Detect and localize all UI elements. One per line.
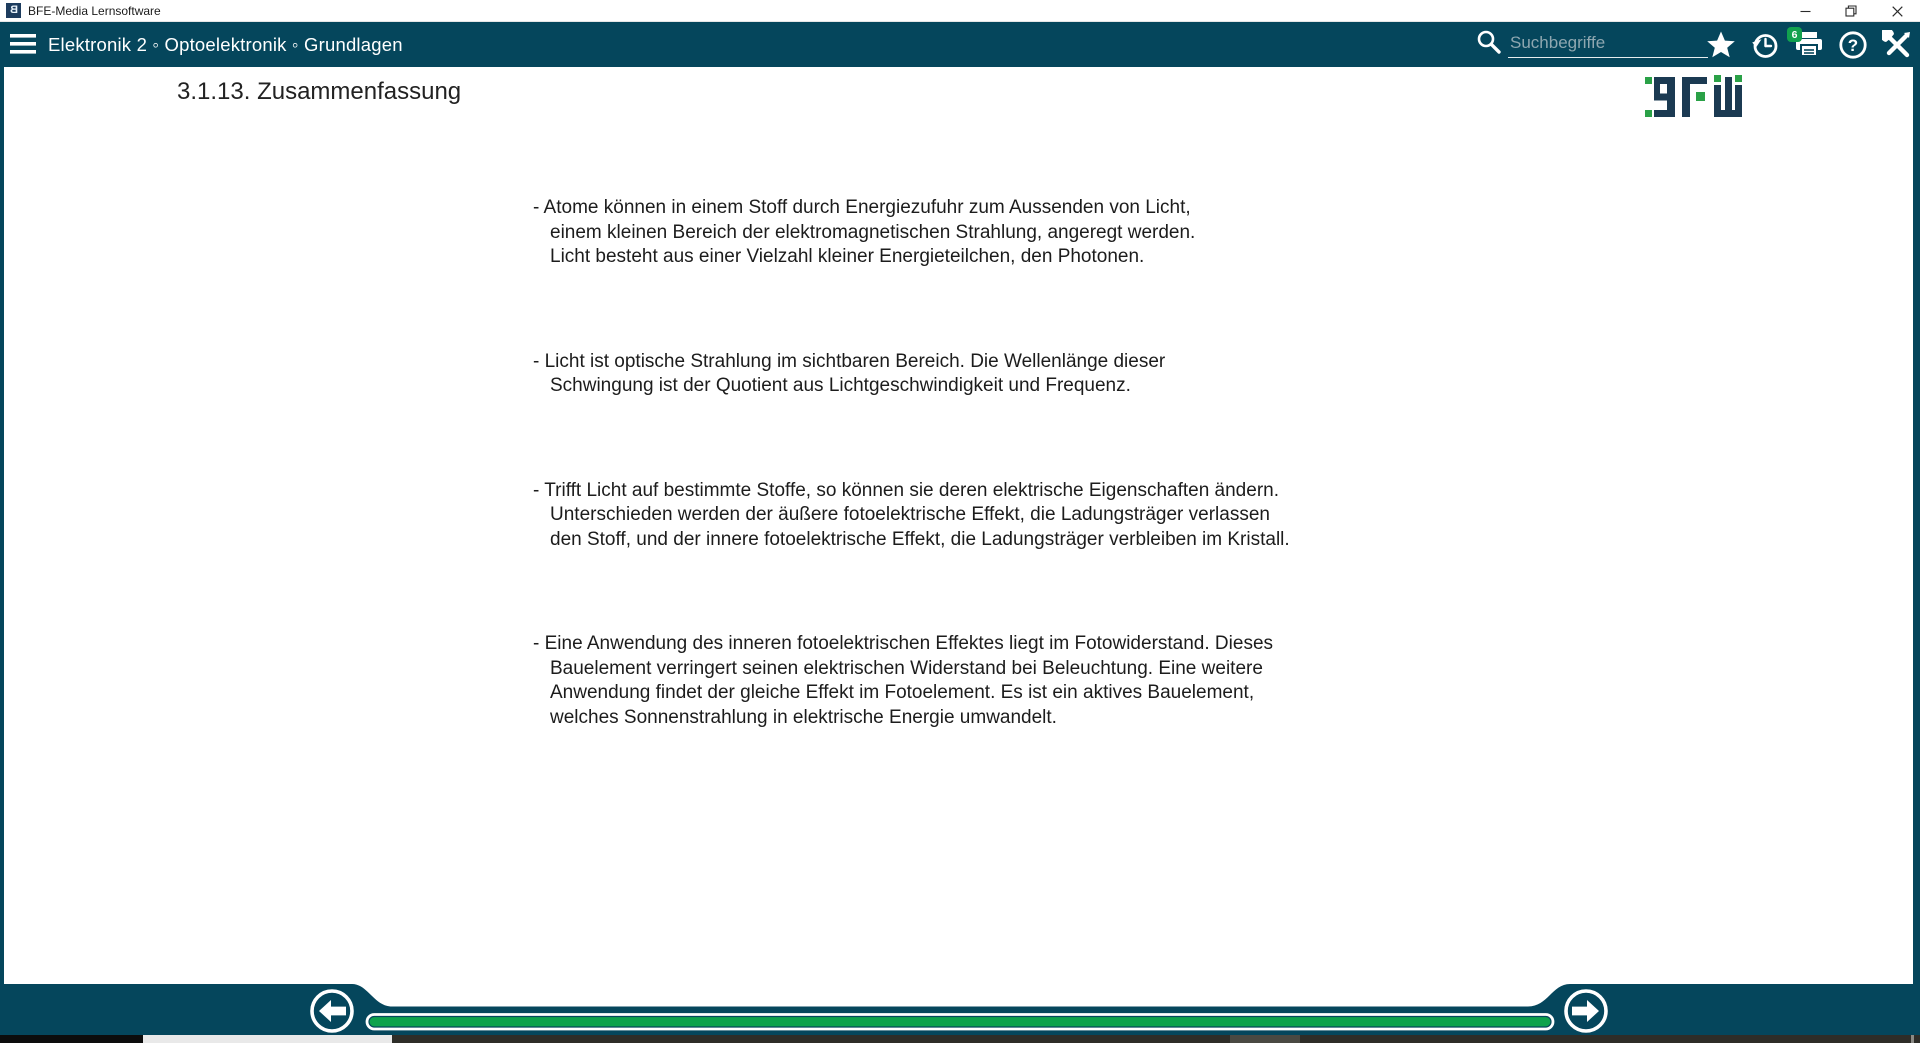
help-button[interactable] [1838, 22, 1868, 67]
summary-line: welches Sonnenstrahlung in elektrische Energie umwandelt. [550, 706, 1057, 728]
nav-bar [0, 22, 1920, 67]
restore-icon [1845, 5, 1857, 17]
summary-text [533, 196, 1493, 810]
bfe-logo [1645, 73, 1742, 128]
summary-line: - Eine Anwendung des inneren fotoelektrischen Effektes liegt im Fotowiderstand. Dieses [533, 633, 1274, 654]
content-left-border [0, 67, 4, 984]
summary-paragraph [533, 350, 1493, 399]
summary-paragraph [533, 479, 1493, 553]
favorites-button[interactable] [1706, 22, 1736, 67]
summary-line: einem kleinen Bereich der elektromagnetischen Strahlung, angeregt werden. [550, 221, 1196, 243]
summary-line: - Trifft Licht auf bestimmte Stoffe, so können sie deren elektrische Eigenschaften ändern. [533, 479, 1279, 501]
summary-paragraph [533, 632, 1493, 730]
taskbar-app-button [143, 1035, 392, 1043]
tools-icon [1882, 30, 1912, 60]
summary-line: den Stoff, und der innere fotoelektrische Effekt, die Ladungsträger verbleiben im Kristall. [550, 528, 1290, 550]
minimize-button[interactable] [1782, 0, 1828, 22]
menu-icon [10, 34, 36, 54]
summary-line: Anwendung findet der gleiche Effekt im Fotoelement. Es ist ein aktives Bauelement, [550, 682, 1255, 703]
help-icon [1838, 30, 1868, 60]
summary-line: Schwingung ist der Quotient aus Lichtgeschwindigkeit und Frequenz. [550, 375, 1131, 396]
taskbar-segment [1911, 1035, 1914, 1043]
pager-bar [0, 975, 1920, 1035]
page-title: 3.1.13. Zusammenfassung [177, 78, 462, 105]
title-bar [0, 0, 1920, 22]
svg-text:?: ? [1847, 35, 1859, 55]
taskbar-segment [0, 1035, 143, 1043]
search-input[interactable] [1508, 31, 1708, 58]
content-right-border [1913, 67, 1920, 984]
summary-line: Unterschieden werden der äußere fotoelektrische Effekt, die Ladungsträger verlassen [550, 504, 1270, 525]
summary-line: Bauelement verringert seinen elektrischen Widerstand bei Beleuchtung. Eine weitere [550, 657, 1263, 679]
taskbar [0, 1035, 1920, 1043]
star-icon [1706, 31, 1736, 59]
taskbar-segment [1230, 1035, 1300, 1043]
close-icon [1892, 6, 1903, 17]
history-icon [1750, 30, 1780, 60]
prev-page-button[interactable] [312, 991, 352, 1031]
breadcrumb: Elektronik 2 ◦ Optoelektronik ◦ Grundlagen [48, 33, 403, 55]
settings-button[interactable] [1882, 22, 1912, 67]
search-icon [1476, 29, 1502, 60]
history-badge: 6 [1787, 27, 1802, 42]
close-button[interactable] [1874, 0, 1920, 22]
next-page-button[interactable] [1566, 991, 1606, 1031]
summary-line: - Licht ist optische Strahlung im sichtbaren Bereich. Die Wellenlänge dieser [533, 350, 1166, 372]
pager-bar-shape [0, 984, 1920, 1035]
summary-line: - Atome können in einem Stoff durch Energiezufuhr zum Aussenden von Licht, [533, 197, 1191, 218]
menu-button[interactable] [10, 34, 36, 54]
window-title: BFE-Media Lernsoftware [28, 3, 161, 18]
app-icon: B [6, 3, 21, 18]
summary-line: Licht besteht aus einer Vielzahl kleiner Energieteilchen, den Photonen. [550, 246, 1145, 267]
minimize-icon [1800, 6, 1811, 17]
summary-paragraph [533, 196, 1493, 270]
progress-fill [370, 1017, 1551, 1026]
restore-button[interactable] [1828, 0, 1874, 22]
history-button[interactable] [1750, 22, 1780, 67]
